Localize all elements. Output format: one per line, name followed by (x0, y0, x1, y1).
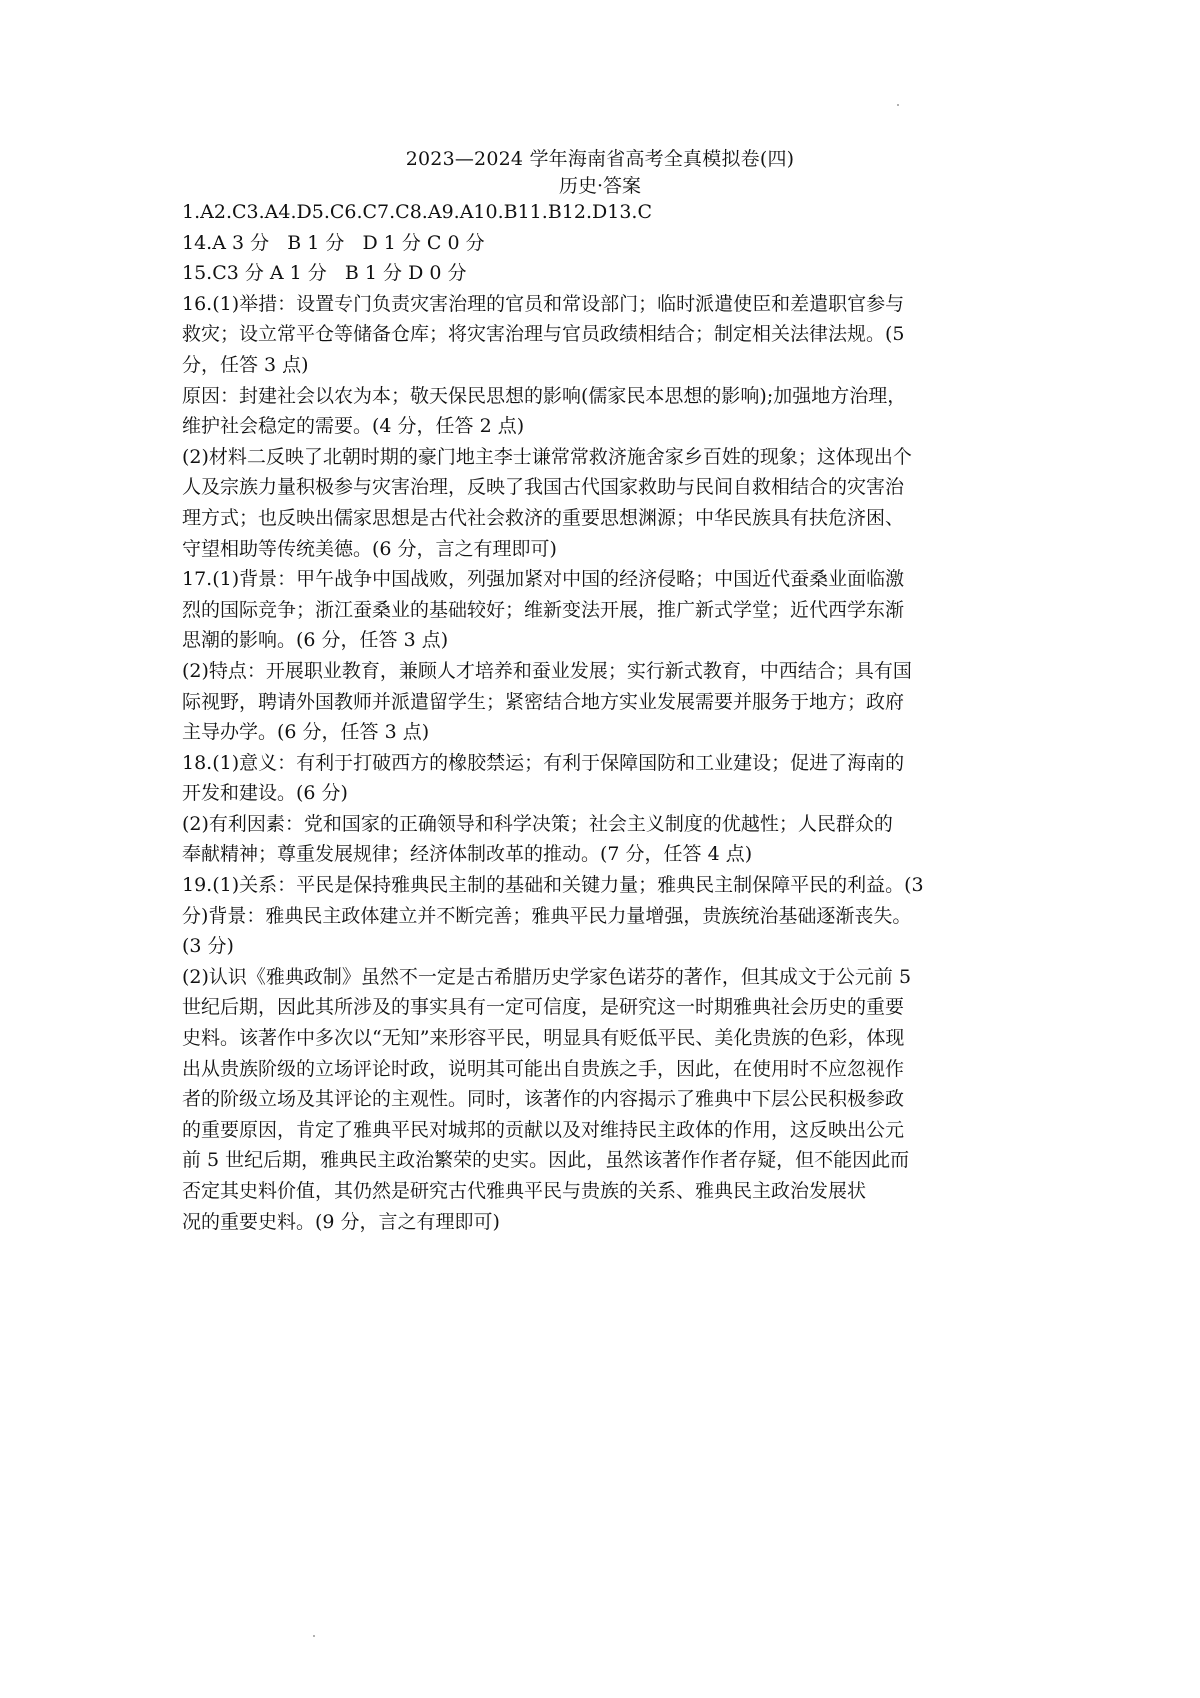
answer-line: (2)有利因素：党和国家的正确领导和科学决策；社会主义制度的优越性；人民群众的 (182, 812, 893, 835)
answer-line: 主导办学。(6 分，任答 3 点) (182, 721, 430, 744)
answer-line: 维护社会稳定的需要。(4 分，任答 2 点) (182, 415, 525, 438)
answer-line: 理方式；也反映出儒家思想是古代社会救济的重要思想渊源；中华民族具有扶危济困、 (182, 506, 905, 529)
answer-line: 16.(1)举措：设置专门负责灾害治理的官员和常设部门；临时派遣使臣和差遣职官参与 (182, 292, 905, 315)
answer-line: 分)背景：雅典民主政体建立并不断完善；雅典平民力量增强，贵族统治基础逐渐丧失。 (182, 904, 912, 927)
answer-line: (2)特点：开展职业教育，兼顾人才培养和蚕业发展；实行新式教育，中西结合；具有国 (182, 659, 912, 682)
answer-line: 19.(1)关系：平民是保持雅典民主制的基础和关键力量；雅典民主制保障平民的利益。(3 (182, 874, 924, 897)
answer-line: 世纪后期，因此其所涉及的事实具有一定可信度，是研究这一时期雅典社会历史的重要 (182, 996, 905, 1019)
answer-body (182, 197, 1042, 1237)
answer-line: 者的阶级立场及其评论的主观性。同时，该著作的内容揭示了雅典中下层公民积极参政 (182, 1088, 905, 1111)
answer-line: 守望相助等传统美德。(6 分，言之有理即可) (182, 537, 557, 560)
answer-line: (3 分) (182, 935, 234, 958)
document-subtitle: 历史·答案 (558, 175, 642, 197)
answer-line: 出从贵族阶级的立场评论时政，说明其可能出自贵族之手，因此，在使用时不应忽视作 (182, 1057, 905, 1080)
document-header (0, 146, 1200, 200)
document-title: 2023—2024 学年海南省高考全真模拟卷(四) (405, 148, 795, 170)
answer-line: (2)认识《雅典政制》虽然不一定是古希腊历史学家色诺芬的著作，但其成文于公元前 5 (182, 965, 912, 988)
answer-line: 史料。该著作中多次以“无知”来形容平民，明显具有贬低平民、美化贵族的色彩，体现 (182, 1027, 905, 1050)
scan-speck (897, 104, 899, 106)
answer-line: 14.A 3 分 B 1 分 D 1 分 C 0 分 (182, 231, 485, 254)
answer-line: 前 5 世纪后期，雅典民主政治繁荣的史实。因此，虽然该著作作者存疑，但不能因此而 (182, 1149, 910, 1172)
answer-line: 分，任答 3 点) (182, 353, 309, 376)
answer-line: 的重要原因，肯定了雅典平民对城邦的贡献以及对维持民主政体的作用，这反映出公元 (182, 1118, 905, 1141)
answer-line: 否定其史料价值，其仍然是研究古代雅典平民与贵族的关系、雅典民主政治发展状 (182, 1180, 867, 1202)
answer-line: 际视野，聘请外国教师并派遣留学生；紧密结合地方实业发展需要并服务于地方；政府 (182, 690, 905, 713)
answer-line: 奉献精神；尊重发展规律；经济体制改革的推动。(7 分，任答 4 点) (182, 843, 753, 866)
answer-line: 思潮的影响。(6 分，任答 3 点) (182, 629, 449, 652)
answer-line: (2)材料二反映了北朝时期的豪门地主李士谦常常救济施舍家乡百姓的现象；这体现出个 (182, 445, 912, 468)
answer-line: 救灾；设立常平仓等储备仓库；将灾害治理与官员政绩相结合；制定相关法律法规。(5 (182, 323, 905, 346)
answer-line: 17.(1)背景：甲午战争中国战败，列强加紧对中国的经济侵略；中国近代蚕桑业面临激 (182, 568, 905, 591)
answer-line: 开发和建设。(6 分) (182, 782, 348, 805)
scan-speck (313, 1635, 315, 1637)
answer-line: 况的重要史料。(9 分，言之有理即可) (182, 1210, 500, 1233)
answer-line: 烈的国际竞争；浙江蚕桑业的基础较好；维新变法开展，推广新式学堂；近代西学东渐 (182, 598, 905, 621)
answer-line: 人及宗族力量积极参与灾害治理，反映了我国古代国家救助与民间自救相结合的灾害治 (182, 476, 905, 499)
answer-line: 原因：封建社会以农为本；敬天保民思想的影响(儒家民本思想的影响);加强地方治理， (182, 384, 907, 407)
answer-line: 18.(1)意义：有利于打破西方的橡胶禁运；有利于保障国防和工业建设；促进了海南的 (182, 751, 905, 774)
answer-line: 1.A2.C3.A4.D5.C6.C7.C8.A9.A10.B11.B12.D13.C (182, 201, 652, 223)
answer-line: 15.C3 分 A 1 分 B 1 分 D 0 分 (182, 262, 467, 285)
